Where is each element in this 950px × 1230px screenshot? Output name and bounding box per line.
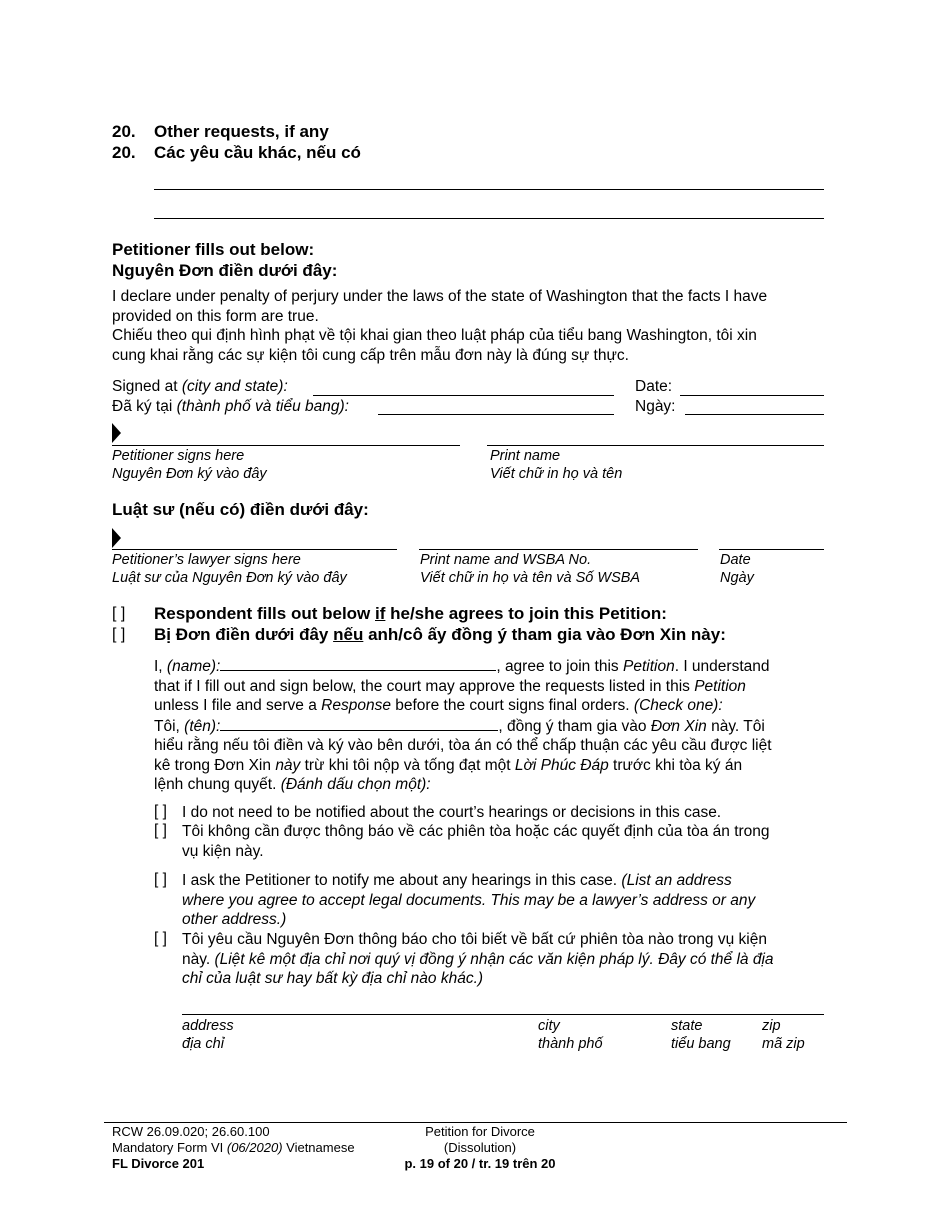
- option-1-checkbox-vi[interactable]: [ ]: [154, 822, 167, 839]
- option-2-en-1: I ask the Petitioner to notify me about any hearings in this case. (List an address: [182, 872, 732, 889]
- respondent-vi-line-3: kê trong Đơn Xin này trừ khi tôi nộp và tống đạt một Lời Phúc Đáp trước khi tòa ký án: [154, 756, 743, 774]
- option-2-vi-2: này. (Liệt kê một địa chỉ nơi quý vị đồng ý nhận các văn kiện pháp lý. Đây có thể là địa: [182, 950, 774, 968]
- lawyer-date-en: Date: [720, 552, 751, 568]
- lawyer-print-en: Print name and WSBA No.: [420, 552, 592, 568]
- lawyer-date-vi: Ngày: [720, 570, 754, 586]
- signed-at-label-vi: Đã ký tại (thành phố và tiểu bang):: [112, 398, 349, 415]
- footer-page: p. 19 of 20 / tr. 19 trên 20: [404, 1156, 556, 1171]
- petitioner-heading-vi: Nguyên Đơn điền dưới đây:: [112, 261, 338, 280]
- option-2-en-3: other address.): [182, 911, 287, 928]
- respondent-checkbox[interactable]: [ ]: [112, 605, 126, 622]
- footer-title-2: (Dissolution): [443, 1140, 517, 1155]
- footer-left: [112, 1124, 355, 1172]
- section-title-en: Other requests, if any: [154, 122, 329, 141]
- option-1-checkbox[interactable]: [ ]: [154, 803, 167, 820]
- footer-form-id: FL Divorce 201: [112, 1156, 205, 1171]
- respondent-heading-vi: Bị Đơn điền dưới đây nếu anh/cô ấy đồng ý tham gia vào Đơn Xin này:: [154, 625, 726, 644]
- respondent-en-line-2: that if I fill out and sign below, the court may approve the requests listed in this Petition: [154, 677, 746, 695]
- respondent-paragraph: [154, 656, 844, 795]
- lawyer-signature-line[interactable]: [112, 549, 397, 550]
- respondent-vi-line-1: Tôi, (tên): , đồng ý tham gia vào Đơn Xin này. Tôi: [154, 717, 765, 735]
- option-1-en: I do not need to be notified about the court’s hearings or decisions in this case.: [182, 804, 722, 821]
- option-2-checkbox[interactable]: [ ]: [154, 871, 167, 888]
- respondent-en-line-1: I, (name): , agree to join this Petition. I understand: [154, 658, 770, 675]
- footer-divider: [104, 1122, 847, 1123]
- lawyer-print-name-line[interactable]: [419, 549, 698, 550]
- option-2-text-vi: [182, 930, 847, 989]
- respondent-vi-line-4: lệnh chung quyết. (Đánh dấu chọn một):: [154, 776, 431, 793]
- signed-at-label-en: Signed at (city and state):: [112, 378, 288, 395]
- section-title-vi: Các yêu cầu khác, nếu có: [154, 143, 361, 162]
- lawyer-heading-vi: Luật sư (nếu có) điền dưới đây:: [112, 500, 369, 519]
- respondent-heading-en: Respondent fills out below if he/she agrees to join this Petition:: [154, 604, 667, 623]
- lawyer-print-vi: Viết chữ in họ và tên và Số WSBA: [420, 570, 641, 586]
- date-field-vi[interactable]: [685, 414, 824, 415]
- respondent-name-field[interactable]: [220, 656, 496, 671]
- sign-here-vi: Nguyên Đơn ký vào đây: [112, 466, 267, 482]
- option-2-vi-3: chỉ của luật sư hay bất kỳ địa chỉ nào khác.): [182, 970, 484, 987]
- respondent-name-field-vi[interactable]: [220, 716, 498, 731]
- declaration-vi-2: cung khai rằng các sự kiện tôi cung cấp trên mẫu đơn này là đúng sự thực.: [112, 346, 629, 364]
- section-number: 20.: [112, 122, 136, 141]
- date-label-en: Date:: [635, 378, 673, 395]
- signed-at-field[interactable]: [313, 395, 614, 396]
- date-label-vi: Ngày:: [635, 398, 676, 415]
- option-1-text-vi: [182, 822, 842, 861]
- date-field[interactable]: [680, 395, 824, 396]
- declaration: [112, 287, 842, 365]
- zip-label-en: zip: [762, 1018, 781, 1034]
- respondent-vi-line-2: hiểu rằng nếu tôi điền và ký vào bên dưới, tòa án có thể chấp thuận các yêu cầu được liệt: [154, 737, 772, 754]
- option-2-checkbox-vi[interactable]: [ ]: [154, 930, 167, 947]
- other-requests-line-1[interactable]: [154, 189, 824, 190]
- footer-rcw: RCW 26.09.020; 26.60.100: [112, 1124, 270, 1139]
- footer-title-1: Petition for Divorce: [425, 1124, 535, 1139]
- option-1-vi-2: vụ kiện này.: [182, 842, 264, 860]
- option-2-vi-1: Tôi yêu cầu Nguyên Đơn thông báo cho tôi biết về bất cứ phiên tòa nào trong vụ kiện: [182, 931, 767, 948]
- option-2-text: [182, 871, 842, 930]
- declaration-vi-1: Chiếu theo qui định hình phạt về tội khai gian theo luật pháp của tiểu bang Washington, tôi xin: [112, 327, 757, 344]
- footer-center: [398, 1124, 562, 1172]
- option-1-text: [182, 803, 842, 823]
- lawyer-sign-arrow-icon: [112, 528, 121, 548]
- section-number-vi: 20.: [112, 143, 136, 162]
- lawyer-date-line[interactable]: [719, 549, 824, 550]
- sign-arrow-icon: [112, 423, 121, 443]
- city-label-vi: thành phố: [538, 1036, 603, 1052]
- option-1-vi-1: Tôi không cần được thông báo về các phiên tòa hoặc các quyết định của tòa án trong: [182, 823, 770, 840]
- declaration-en-2: provided on this form are true.: [112, 307, 319, 325]
- petitioner-signature-line[interactable]: [112, 445, 460, 446]
- respondent-en-line-3: unless I file and serve a Response before the court signs final orders. (Check one):: [154, 697, 723, 714]
- address-field-line[interactable]: [182, 1014, 824, 1015]
- address-label-vi: địa chỉ: [182, 1036, 224, 1052]
- footer-form: Mandatory Form VI (06/2020) Vietnamese: [112, 1140, 355, 1155]
- option-2-en-2: where you agree to accept legal documents. This may be a lawyer’s address or any: [182, 891, 756, 909]
- address-label-en: address: [182, 1018, 234, 1034]
- signed-at-field-vi[interactable]: [378, 414, 614, 415]
- state-label-en: state: [671, 1018, 703, 1034]
- state-label-vi: tiểu bang: [671, 1036, 731, 1052]
- respondent-checkbox-vi[interactable]: [ ]: [112, 626, 126, 643]
- print-name-en: Print name: [490, 448, 561, 464]
- sign-here-en: Petitioner signs here: [112, 448, 245, 464]
- print-name-line[interactable]: [487, 445, 824, 446]
- lawyer-sign-vi: Luật sư của Nguyên Đơn ký vào đây: [112, 570, 347, 586]
- other-requests-line-2[interactable]: [154, 218, 824, 219]
- declaration-en-1: I declare under penalty of perjury under the laws of the state of Washington that the facts I have: [112, 288, 768, 305]
- lawyer-sign-en: Petitioner’s lawyer signs here: [112, 552, 301, 568]
- city-label-en: city: [538, 1018, 560, 1034]
- petitioner-heading-en: Petitioner fills out below:: [112, 240, 315, 259]
- zip-label-vi: mã zip: [762, 1036, 805, 1052]
- print-name-vi: Viết chữ in họ và tên: [490, 466, 623, 482]
